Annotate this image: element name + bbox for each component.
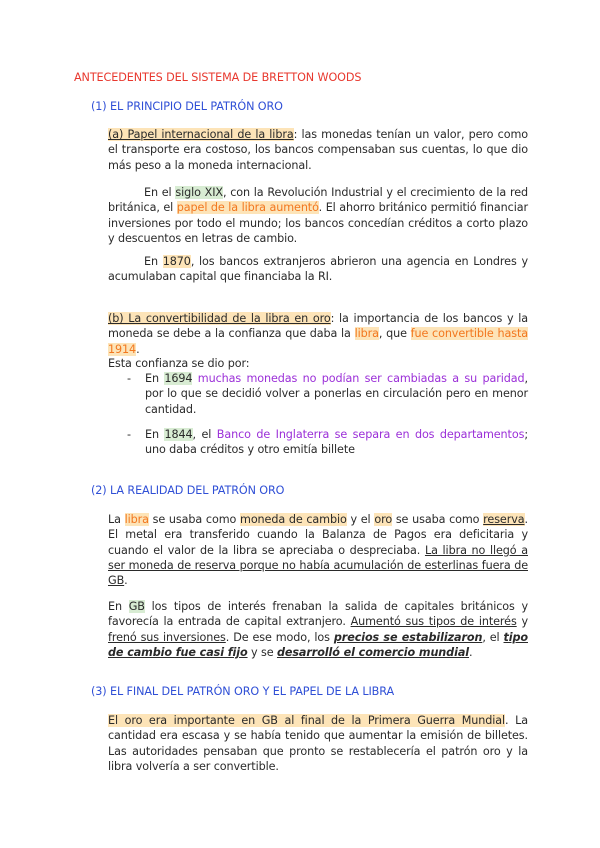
text: . De ese modo, los: [225, 630, 334, 644]
paragraph-realidad: [108, 512, 528, 588]
text: . La cantidad era escasa y se había tenido que aumentar la emisión de billetes. Las autoridades pensaban que pronto se restablecería el patrón oro y la libra volvería a ser convertible.: [108, 714, 528, 773]
term-oro: oro: [374, 513, 393, 526]
paragraph-siglo-xix: [108, 185, 528, 246]
term-reserva: reserva: [483, 513, 525, 526]
text: . El ahorro británico permitió financiar inversiones por todo el mundo; los bancos concedían créditos a corto plazo y descuentos en letras de cambio.: [108, 201, 528, 245]
text: , que: [378, 327, 411, 341]
text: se usaba como: [148, 513, 241, 526]
text: .: [136, 342, 140, 356]
text: y: [516, 615, 528, 629]
underlined-statement: La libra no llegó a ser moneda de reserva porque no había acumulación de esterlinas fuera de GB: [108, 543, 528, 588]
text: y el: [346, 513, 375, 526]
text: los tipos de interés frenaban la salida de capitales británicos y favorecía la entrada de capital extranjero.: [108, 600, 528, 629]
text: : la importancia de los bancos y la moneda se debe a la confianza que daba la: [108, 312, 528, 341]
bullet-marker: -: [127, 372, 132, 385]
paragraph-papel-internacional: [108, 127, 528, 173]
term-fue-convertible: fue convertible hasta 1914: [108, 327, 528, 356]
underlined-tipos-interes: Aumentó sus tipos de interés: [350, 615, 517, 629]
term-convertibilidad: (b) La convertibilidad de la libra en oro: [108, 312, 331, 325]
text: : las monedas tenían un valor, pero como el transporte era costoso, los bancos compensaban sus cuentas, lo que dio más peso a la moneda internacional.: [108, 128, 528, 172]
term-1844: 1844: [164, 428, 193, 441]
text: , por lo que se decidió volver a ponerlas en circulación pero en menor cantidad.: [145, 372, 528, 416]
text: , con la Revolución Industrial y el crecimiento de la red británica, el: [108, 186, 528, 215]
text: En: [145, 372, 165, 385]
bullet-marker: -: [127, 428, 132, 441]
term-libra: libra: [124, 513, 149, 526]
paragraph-gb-intereses: [108, 599, 528, 660]
text: En: [144, 255, 163, 268]
text: En: [145, 428, 165, 441]
term-1694: 1694: [164, 372, 193, 385]
emphasis-tipo-cambio: tipo de cambio fue casi fijo: [108, 630, 528, 659]
section-2-heading: (2) LA REALIDAD DEL PATRÓN ORO: [91, 484, 285, 497]
underlined-inversiones: frenó sus inversiones: [108, 630, 226, 644]
text: En: [108, 600, 129, 613]
text: La: [108, 513, 125, 526]
text: ; uno daba créditos y otro emitía billete: [145, 428, 528, 457]
term-siglo-xix: siglo XIX: [175, 186, 223, 199]
list-item-1694: [145, 371, 528, 417]
section-3-heading: (3) EL FINAL DEL PATRÓN ORO Y EL PAPEL DE LA LIBRA: [91, 685, 395, 698]
text: y se: [247, 645, 277, 659]
list-item-1844: [145, 427, 528, 458]
emphasis-precios: precios se estabilizaron: [333, 630, 483, 644]
term-oro-importante: El oro era importante en GB al final de la Primera Guerra Mundial: [108, 714, 506, 727]
text: se usaba como: [392, 513, 484, 526]
term-libra: libra: [354, 327, 379, 341]
text: , el: [192, 428, 217, 441]
term-papel-libra: papel de la libra aumentó: [176, 201, 319, 215]
paragraph-confianza: Esta confianza se dio por:: [108, 357, 250, 370]
text: , el: [482, 630, 504, 644]
text: .: [124, 574, 128, 588]
term-1870: 1870: [162, 255, 191, 268]
text: En el: [144, 186, 176, 199]
term-gb: GB: [128, 600, 145, 613]
term-banco-inglaterra: Banco de Inglaterra se separa en dos departamentos: [216, 428, 525, 441]
paragraph-1870: [108, 254, 528, 285]
document-title: ANTECEDENTES DEL SISTEMA DE BRETTON WOODS: [74, 71, 362, 84]
text: , los bancos extranjeros abrieron una agencia en Londres y acumulaban capital que financiaba la RI.: [108, 255, 528, 284]
text: .: [469, 645, 473, 659]
term-papel-internacional: (a) Papel internacional de la libra: [108, 128, 294, 141]
term-moneda-cambio: moneda de cambio: [240, 513, 347, 526]
term-monedas-paridad: muchas monedas no podían ser cambiadas a su paridad: [197, 372, 525, 385]
section-1-heading: (1) EL PRINCIPIO DEL PATRÓN ORO: [91, 100, 283, 113]
paragraph-convertibilidad: [108, 311, 528, 357]
text: . El metal era transferido cuando la Balanza de Pagos era deficitaria y cuando el valor de la libra se apreciaba o despreciaba.: [108, 513, 528, 557]
emphasis-comercio: desarrolló el comercio mundial: [276, 645, 470, 659]
paragraph-final-patron: [108, 713, 528, 774]
